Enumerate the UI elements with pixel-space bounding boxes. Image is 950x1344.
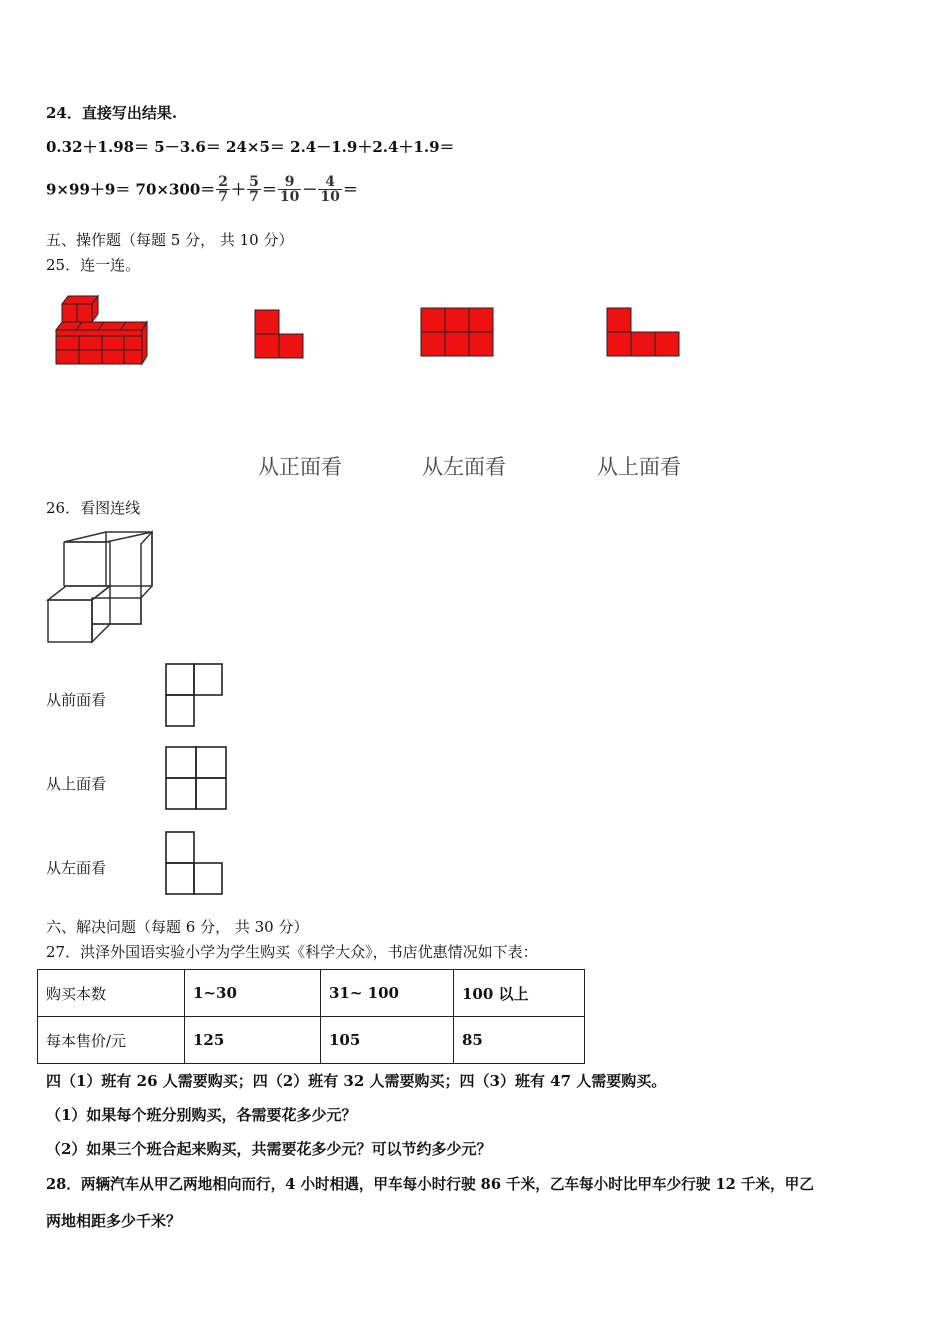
q24-title: 24．直接写出结果.	[46, 104, 178, 122]
section6-title: 六、解决问题（每题 6 分， 共 30 分）	[46, 918, 309, 936]
table-cell: 每本售价/元	[38, 1017, 185, 1064]
q27-sub1: （1）如果每个班分别购买，各需要花多少元？	[46, 1106, 357, 1124]
q24-row1: 0.32＋1.98＝ 5－3.6＝ 24×5＝ 2.4－1.9＋2.4＋1.9＝	[46, 138, 455, 156]
red-view-2x3-grid	[420, 307, 494, 357]
view-label-top: 从上面看	[597, 455, 681, 479]
fraction: $\frac{9}{10}$	[279, 174, 300, 205]
q25-title: 25．连一连。	[46, 256, 141, 274]
q28-line2: 两地相距多少千米？	[46, 1212, 182, 1230]
table-cell: 1~30	[185, 970, 321, 1017]
view-label-left: 从左面看	[422, 455, 506, 479]
q24-row2-prefix: 9×99＋9＝ 70×300＝	[46, 180, 216, 199]
fraction: $\frac{5}{7}$	[249, 174, 259, 205]
minus-sign: －	[302, 180, 318, 199]
table-row	[38, 970, 585, 1017]
view-left-outline	[164, 830, 224, 896]
table-cell: 100 以上	[454, 970, 585, 1017]
q26-label-front: 从前面看	[46, 691, 107, 709]
view-front-outline	[164, 662, 224, 728]
q28-line1: 28．两辆汽车从甲乙两地相向而行，4 小时相遇，甲车每小时行驶 86 千米，乙车每小时比甲车少行驶 12 千米，甲乙	[46, 1176, 814, 1193]
equals-sign: ＝	[261, 180, 277, 199]
plus-sign: ＋	[231, 180, 247, 199]
q27-title: 27．洪泽外国语实验小学为学生购买《科学大众》，书店优惠情况如下表：	[46, 943, 538, 961]
section5-title: 五、操作题（每题 5 分， 共 10 分）	[46, 231, 294, 249]
fraction: $\frac{4}{10}$	[320, 174, 340, 205]
q27-sub2: （2）如果三个班合起来购买，共需要花多少元？可以节约多少元？	[46, 1140, 492, 1158]
fraction: $\frac{2}{7}$	[218, 174, 229, 205]
table-cell: 购买本数	[38, 970, 185, 1017]
q24-row2	[46, 175, 358, 204]
red-view-l-shape	[254, 309, 304, 359]
table-cell: 31~ 100	[321, 970, 454, 1017]
price-table	[37, 969, 585, 1064]
view-top-outline	[164, 745, 228, 811]
table-cell: 105	[321, 1017, 454, 1064]
q26-label-left: 从左面看	[46, 859, 107, 877]
table-row	[38, 1017, 585, 1064]
table-cell: 85	[454, 1017, 585, 1064]
equals-sign: ＝	[342, 180, 358, 199]
q26-label-top: 从上面看	[46, 775, 107, 793]
red-view-l-long	[606, 307, 680, 357]
q26-title: 26．看图连线	[46, 499, 141, 517]
q27-info: 四（1）班有 26 人需要购买；四（2）班有 32 人需要购买；四（3）班有 47 人需要购买。	[46, 1072, 667, 1090]
cube-solid-outline-figure	[46, 530, 156, 645]
view-label-front: 从正面看	[258, 455, 342, 479]
red-cube-solid-figure	[52, 294, 152, 368]
table-cell: 125	[185, 1017, 321, 1064]
